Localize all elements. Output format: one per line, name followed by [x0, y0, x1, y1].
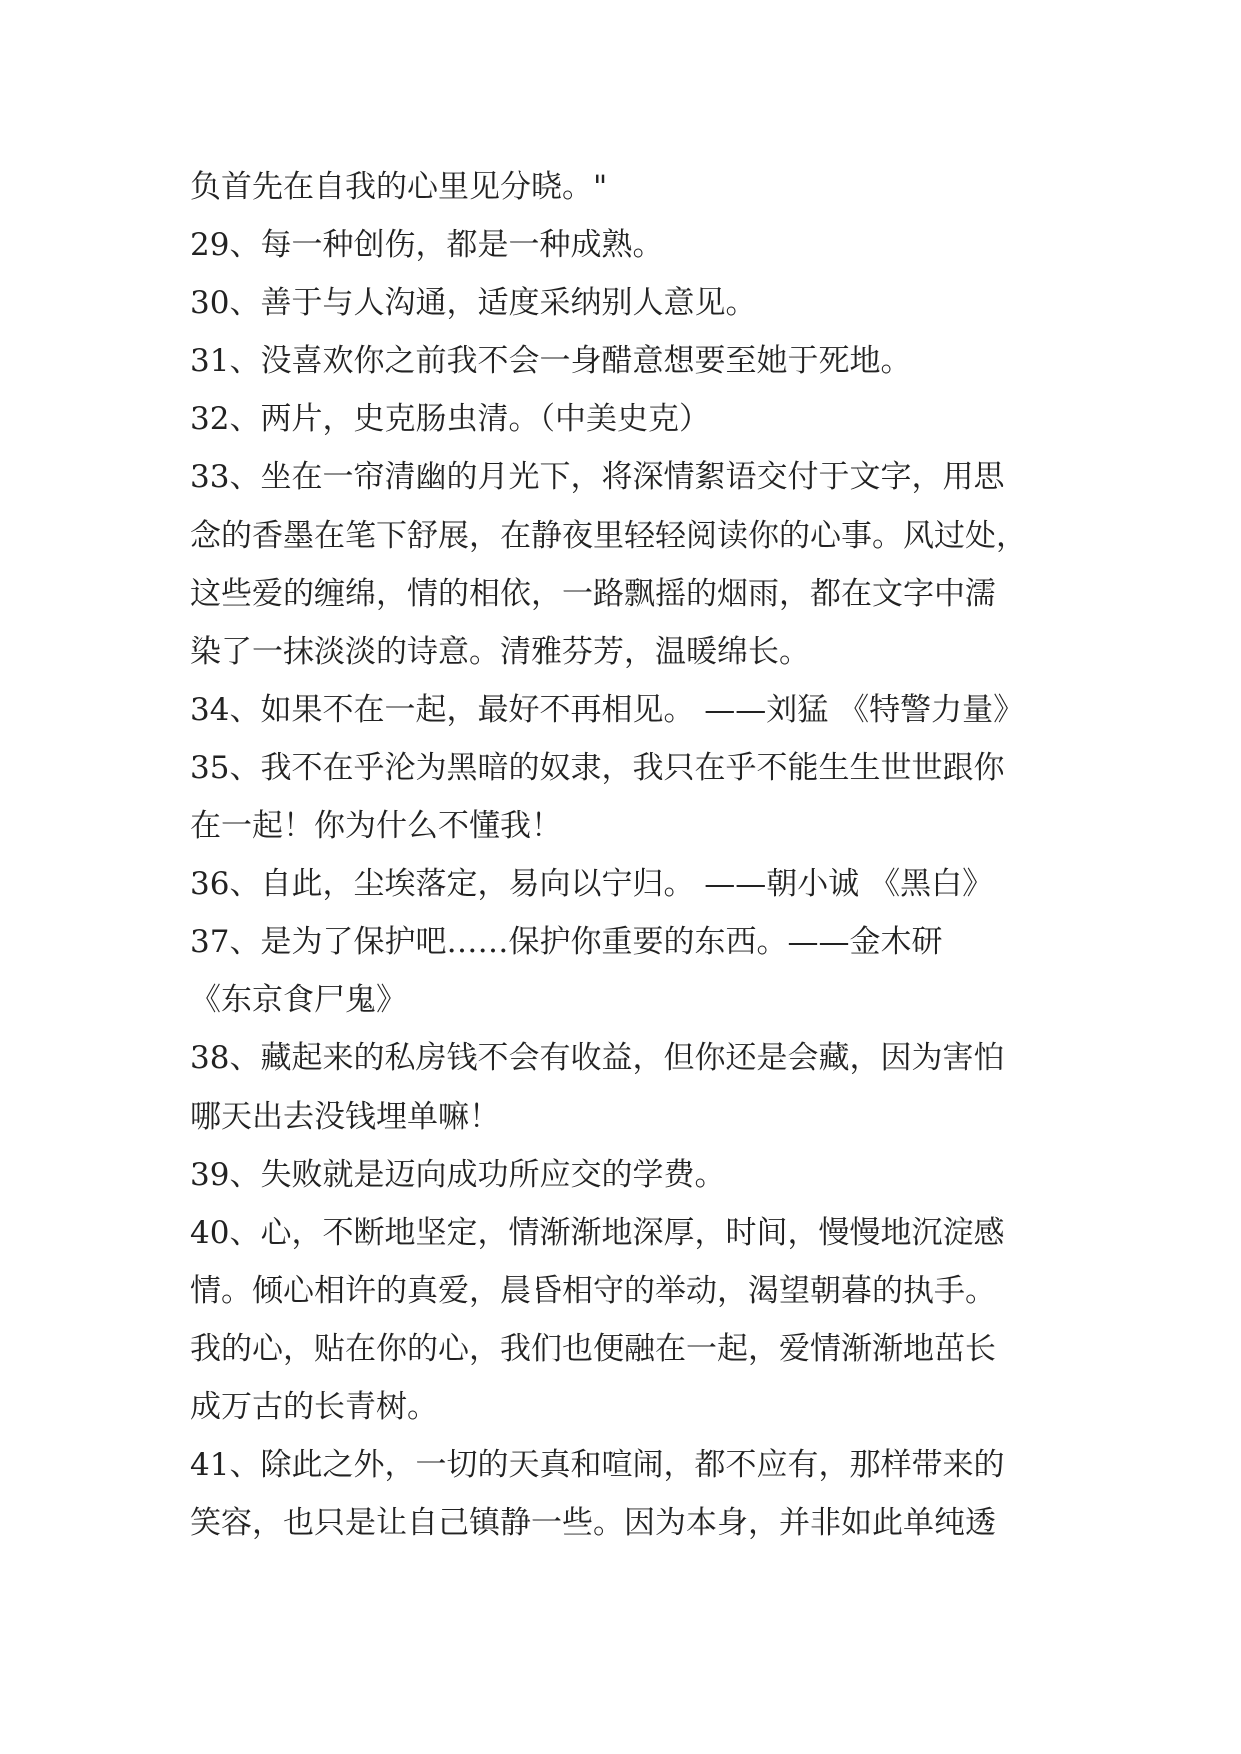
- text-line: 笑容，也只是让自己镇静一些。因为本身，并非如此单纯透: [190, 1505, 996, 1542]
- text-line: 我的心，贴在你的心，我们也便融在一起，爱情渐渐地茁长: [190, 1330, 996, 1367]
- text-line: 哪天出去没钱埋单嘛！: [190, 1098, 500, 1135]
- text-line: 《东京食尸鬼》: [190, 982, 407, 1019]
- text-line: 40、心，不断地坚定，情渐渐地深厚，时间，慢慢地沉淀感: [190, 1214, 1005, 1251]
- text-line: 负首先在自我的心里见分晓。": [190, 169, 608, 205]
- body-text: [190, 158, 1050, 1552]
- text-line: 成万古的长青树。: [190, 1388, 438, 1425]
- text-line: 38、藏起来的私房钱不会有收益，但你还是会藏，因为害怕: [190, 1040, 1005, 1077]
- text-line: 32、两片，史克肠虫清。（中美史克）: [190, 401, 710, 438]
- text-line: 39、失败就是迈向成功所应交的学费。: [190, 1156, 726, 1193]
- text-line: 29、每一种创伤，都是一种成熟。: [190, 227, 664, 264]
- text-line: 41、除此之外，一切的天真和喧闹，都不应有，那样带来的: [190, 1447, 1005, 1484]
- text-line: 染了一抹淡淡的诗意。清雅芬芳，温暖绵长。: [190, 633, 810, 670]
- text-line: 这些爱的缠绵，情的相依，一路飘摇的烟雨，都在文字中濡: [190, 575, 996, 612]
- text-line: 31、没喜欢你之前我不会一身醋意想要至她于死地。: [190, 343, 912, 380]
- text-line: 30、善于与人沟通，适度采纳别人意见。: [190, 285, 757, 322]
- text-line: 34、如果不在一起，最好不再相见。 ——刘猛 《特警力量》: [190, 691, 1025, 728]
- text-line: 在一起！你为什么不懂我！: [190, 808, 562, 845]
- text-line: 念的香墨在笔下舒展，在静夜里轻轻阅读你的心事。风过处，: [190, 517, 1027, 554]
- text-line: 36、自此，尘埃落定，易向以宁归。 ——朝小诚 《黑白》: [190, 866, 994, 903]
- text-line: 情。倾心相许的真爱，晨昏相守的举动，渴望朝暮的执手。: [190, 1272, 996, 1309]
- text-line: 33、坐在一帘清幽的月光下，将深情絮语交付于文字，用思: [190, 459, 1005, 496]
- text-line: 37、是为了保护吧……保护你重要的东西。——金木研: [190, 924, 943, 961]
- text-line: 35、我不在乎沦为黑暗的奴隶，我只在乎不能生生世世跟你: [190, 749, 1005, 786]
